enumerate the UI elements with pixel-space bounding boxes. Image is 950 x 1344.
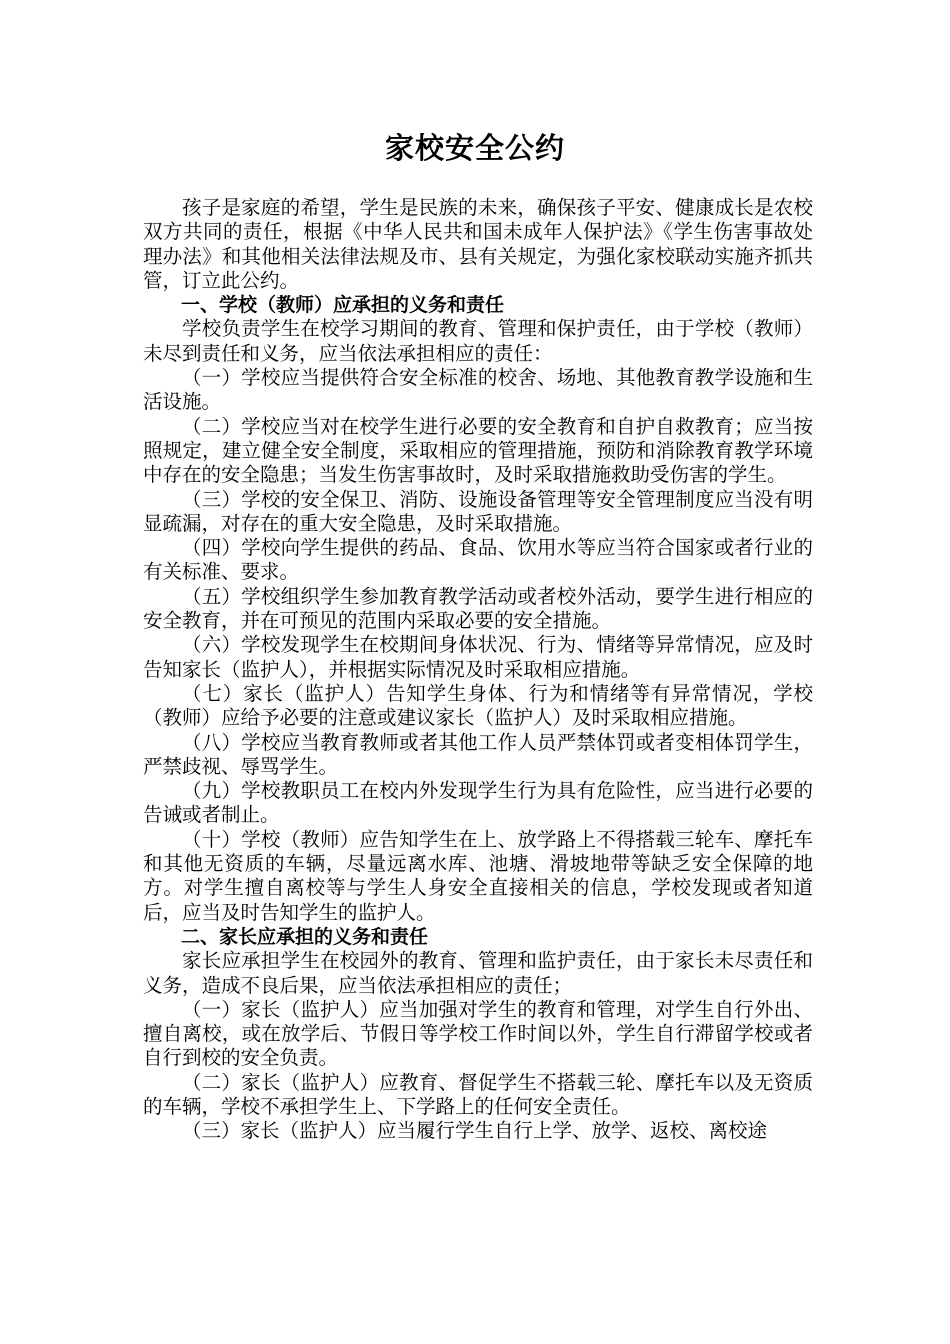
paragraph: （十）学校（教师）应告知学生在上、放学路上不得搭载三轮车、摩托车和其他无资质的车辆，尽量远离水库、池塘、滑坡地带等缺乏安全保障的地方。对学生擅自离校等与学生人身安全直接相关的信息，学校发现或者知道后，应当及时告知学生的监护人。	[143, 827, 813, 924]
paragraph: （六）学校发现学生在校期间身体状况、行为、情绪等异常情况，应及时告知家长（监护人），并根据实际情况及时采取相应措施。	[143, 633, 813, 681]
paragraph: （九）学校教职员工在校内外发现学生行为具有危险性，应当进行必要的告诫或者制止。	[143, 779, 813, 827]
paragraph: （一）学校应当提供符合安全标准的校舍、场地、其他教育教学设施和生活设施。	[143, 366, 813, 414]
paragraph: （一）家长（监护人）应当加强对学生的教育和管理，对学生自行外出、擅自离校，或在放学后、节假日等学校工作时间以外，学生自行滞留学校或者自行到校的安全负责。	[143, 997, 813, 1070]
section-heading: 二、家长应承担的义务和责任	[181, 925, 429, 948]
section-heading: 一、学校（教师）应承担的义务和责任	[181, 294, 505, 317]
paragraph: （二）学校应当对在校学生进行必要的安全教育和自护自救教育；应当按照规定，建立健全安全制度，采取相应的管理措施，预防和消除教育教学环境中存在的安全隐患；当发生伤害事故时，及时采取措施救助受伤害的学生。	[143, 414, 813, 487]
document-body	[143, 196, 813, 1144]
paragraph: （四）学校向学生提供的药品、食品、饮用水等应当符合国家或者行业的有关标准、要求。	[143, 536, 813, 584]
paragraph: 学校负责学生在校学习期间的教育、管理和保护责任，由于学校（教师）未尽到责任和义务，应当依法承担相应的责任：	[143, 317, 813, 365]
paragraph: 家长应承担学生在校园外的教育、管理和监护责任，由于家长未尽责任和义务，造成不良后果，应当依法承担相应的责任；	[143, 949, 813, 997]
paragraph: （三）学校的安全保卫、消防、设施设备管理等安全管理制度应当没有明显疏漏，对存在的重大安全隐患，及时采取措施。	[143, 487, 813, 535]
paragraph: （三）家长（监护人）应当履行学生自行上学、放学、返校、离校途	[182, 1119, 768, 1143]
paragraph: （八）学校应当教育教师或者其他工作人员严禁体罚或者变相体罚学生，严禁歧视、辱骂学生。	[143, 730, 813, 778]
document-title: 家校安全公约	[384, 131, 565, 165]
paragraph: （七）家长（监护人）告知学生身体、行为和情绪等有异常情况，学校（教师）应给予必要的注意或建议家长（监护人）及时采取相应措施。	[143, 681, 813, 730]
paragraph: （五）学校组织学生参加教育教学活动或者校外活动，要学生进行相应的安全教育，并在可预见的范围内采取必要的安全措施。	[143, 584, 813, 633]
paragraph: （二）家长（监护人）应教育、督促学生不搭载三轮、摩托车以及无资质的车辆，学校不承担学生上、下学路上的任何安全责任。	[143, 1070, 813, 1118]
paragraph: 孩子是家庭的希望，学生是民族的未来，确保孩子平安、健康成长是农校双方共同的责任，根据《中华人民共和国未成年人保护法》《学生伤害事故处理办法》和其他相关法律法规及市、县有关规定，为强化家校联动实施齐抓共管，订立此公约。	[143, 196, 813, 292]
